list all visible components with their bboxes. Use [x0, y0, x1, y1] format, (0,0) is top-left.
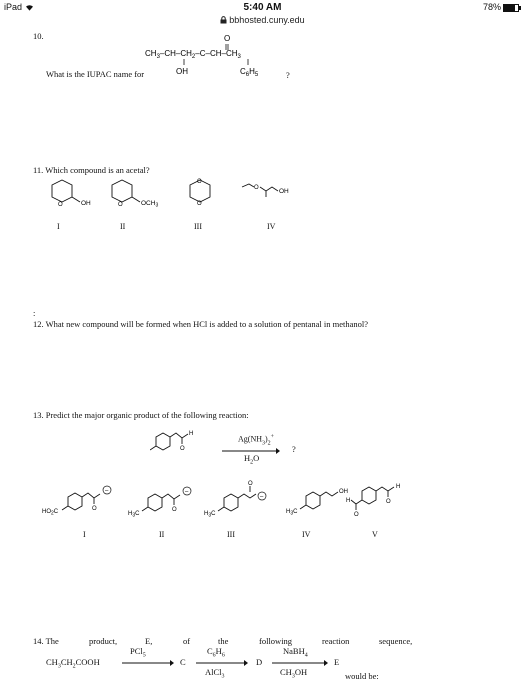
- q11-label-iv: IV: [267, 222, 276, 231]
- q11-label-iii: III: [194, 222, 202, 231]
- device-label: iPad: [4, 2, 34, 12]
- svg-text:H: H: [396, 484, 401, 490]
- svg-text:O: O: [254, 185, 259, 191]
- q14-arrow-2: [196, 660, 248, 666]
- q12-question: 12. What new compound will be formed when HCl is added to a solution of pentanal in methanol?: [33, 319, 369, 329]
- q14-word-8: sequence,: [379, 636, 413, 646]
- compound-i-structure: [52, 180, 91, 208]
- product-iv-group: $H_3C$: [286, 509, 298, 517]
- ketone-oxygen: O: [224, 34, 231, 43]
- svg-text:–: –: [105, 488, 109, 495]
- q13-label-iii: III: [227, 530, 235, 539]
- q14-step3-reagent-bottom: $CH_3OH$: [280, 667, 308, 680]
- q14-word-6: following: [259, 636, 293, 646]
- url-bar[interactable]: [0, 15, 525, 25]
- q14-intermediate-d: D: [256, 657, 263, 667]
- q11-label-ii: II: [120, 222, 126, 231]
- status-bar: [0, 0, 525, 28]
- svg-text:O: O: [118, 202, 123, 208]
- clock: 5:40 AM: [243, 2, 282, 13]
- q10-main-chain: $CH_3-CH-CH_2-C-CH-CH_3$: [145, 49, 241, 60]
- svg-text:–: –: [260, 494, 264, 501]
- svg-text:H: H: [189, 431, 194, 437]
- svg-text:O: O: [248, 481, 253, 487]
- svg-text:O: O: [386, 499, 391, 505]
- q14-arrow-1: [122, 660, 174, 666]
- svg-text:O: O: [58, 202, 63, 208]
- compound-ii-substituent: $OCH_3$: [141, 200, 159, 209]
- q14-step3-reagent-top: NaBH$_4$: [283, 646, 308, 659]
- q14-word-5: the: [218, 636, 229, 646]
- stray-colon: :: [33, 308, 36, 318]
- q14-word-2: product,: [89, 636, 118, 646]
- phenyl-group: $C_6H_5$: [240, 67, 259, 78]
- q14-starting-material: $CH_3CH_2COOH$: [46, 657, 100, 670]
- q14-intermediate-c: C: [180, 657, 186, 667]
- q14-step2-reagent-bottom: AlCl$_3$: [205, 667, 225, 680]
- svg-text:O: O: [180, 446, 185, 452]
- q14-step1-reagent: PCl$_5$: [130, 646, 146, 659]
- product-i-group: $HO_2C$: [42, 509, 59, 517]
- svg-text:–: –: [185, 489, 189, 496]
- q10-structure: [140, 32, 320, 82]
- q14-step2-reagent-top: $C_6H_6$: [207, 646, 225, 659]
- battery-percent: 78%: [482, 2, 501, 12]
- compound-iv-substituent: OH: [279, 188, 289, 195]
- product-iv-structure: [286, 489, 351, 517]
- q14-word-4: of: [183, 636, 191, 646]
- q13-reagent-top: $Ag(NH_3)_2^+$: [238, 434, 275, 447]
- q14-word-7: reaction: [322, 636, 350, 646]
- svg-text:H: H: [346, 498, 351, 504]
- q13-qmark: ?: [292, 444, 296, 454]
- hydroxyl-group: OH: [176, 67, 188, 76]
- battery-icon: [503, 4, 519, 12]
- q11-question: 11. Which compound is an acetal?: [33, 165, 150, 175]
- product-i-structure: [42, 486, 111, 517]
- product-iii-structure: [204, 481, 266, 519]
- compound-iv-structure: [242, 184, 289, 197]
- q13-label-iv: IV: [302, 530, 311, 539]
- q13-question: 13. Predict the major organic product of the following reaction:: [33, 410, 249, 420]
- url-text: bbhosted.cuny.edu: [229, 15, 305, 25]
- battery-indicator: [483, 2, 519, 12]
- q13-label-v: V: [372, 530, 378, 539]
- product-v-structure: [346, 484, 400, 518]
- q10-number: 10.: [33, 31, 44, 41]
- compound-ii-structure: [112, 180, 158, 209]
- svg-text:O: O: [354, 512, 359, 518]
- q14-arrow-3: [272, 660, 328, 666]
- q14-tail: would be:: [345, 671, 379, 681]
- svg-text:OH: OH: [339, 489, 348, 495]
- svg-text:O: O: [197, 179, 202, 185]
- q14-word-1: 14. The: [33, 636, 59, 646]
- product-ii-group: $H_3C$: [128, 511, 140, 519]
- q11-label-i: I: [57, 222, 60, 231]
- q13-reagent-bottom: $H_2O$: [244, 453, 260, 466]
- compound-iii-structure: [190, 179, 210, 207]
- product-ii-structure: [128, 487, 191, 519]
- svg-text:O: O: [197, 201, 202, 207]
- q13-label-i: I: [83, 530, 86, 539]
- q10-qmark: ?: [286, 70, 290, 80]
- q13-product-structures: [40, 478, 460, 523]
- svg-text:O: O: [92, 506, 97, 512]
- q11-structures: [30, 175, 330, 220]
- compound-i-substituent: OH: [81, 200, 91, 207]
- q13-label-ii: II: [159, 530, 165, 539]
- q14-product-e: E: [334, 657, 340, 667]
- svg-text:O: O: [172, 507, 177, 513]
- product-iii-group: $H_3C$: [204, 511, 216, 519]
- q10-question: What is the IUPAC name for: [46, 69, 145, 79]
- q14-word-3: E,: [145, 636, 153, 646]
- lock-icon: [220, 16, 227, 24]
